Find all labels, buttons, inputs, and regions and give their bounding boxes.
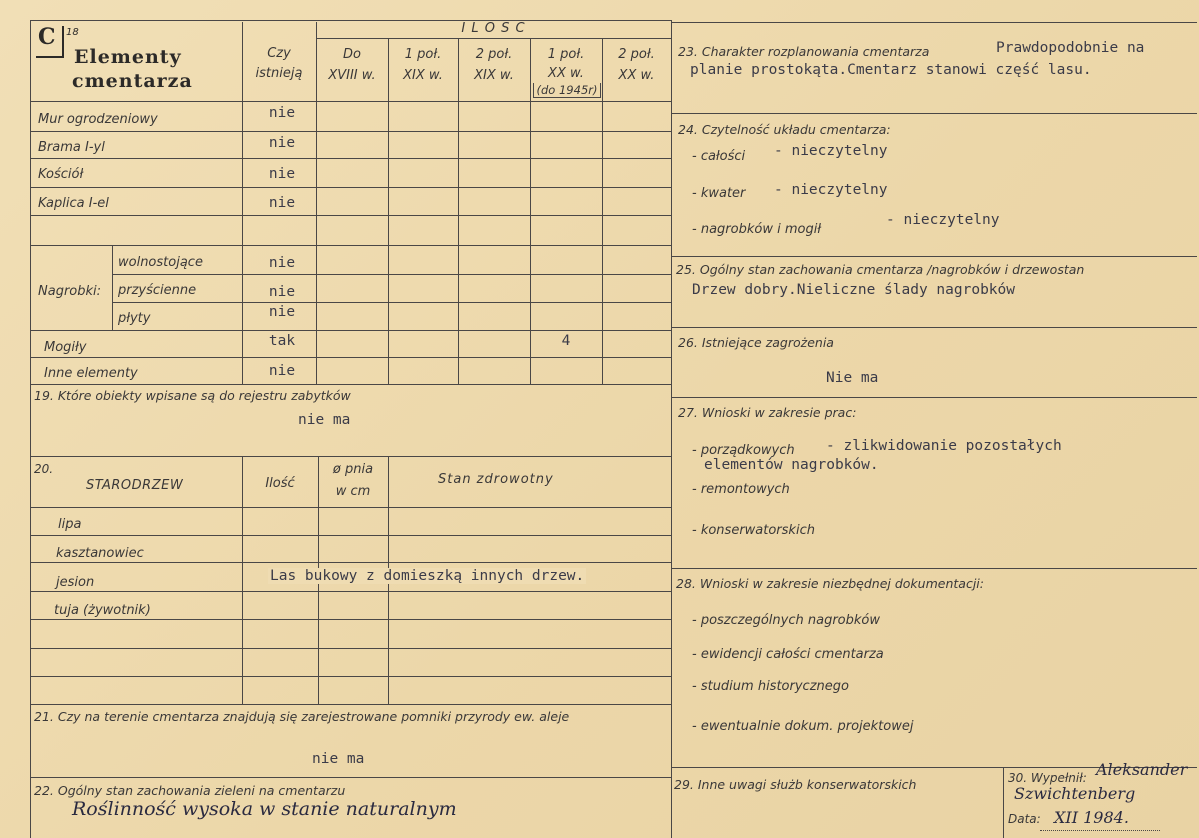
- row-kosciol-exists: nie: [268, 166, 296, 182]
- q23-answer-1: Prawdopodobnie na: [996, 40, 1145, 56]
- row-kaplica-label: Kaplica I-el: [38, 196, 109, 211]
- q24-nagrobki-label: - nagrobków i mogił: [692, 222, 822, 237]
- q20-num: 20.: [34, 462, 54, 476]
- q27-porz-line1: - zlikwidowanie pozostałych: [826, 438, 1062, 454]
- col-exists-1: Czy: [267, 46, 291, 61]
- grid-line: [112, 274, 671, 275]
- mogily-count: 4: [561, 333, 571, 349]
- elements-title-line1: Elementy: [74, 46, 182, 68]
- period-3-b: XIX w.: [474, 68, 514, 83]
- row-kaplica-exists: nie: [268, 195, 296, 211]
- nagrobki-plyty-exists: nie: [268, 304, 296, 320]
- q28-item-2: - ewidencji całości cmentarza: [692, 647, 884, 662]
- grid-line: [30, 456, 671, 457]
- row-kosciol-label: Kościół: [38, 167, 84, 182]
- grid-line: [671, 568, 1197, 569]
- section-code: C: [38, 24, 56, 50]
- mogily-exists: tak: [268, 333, 296, 349]
- grid-line: [30, 330, 671, 331]
- grid-line: [30, 187, 671, 188]
- q27-konserw: - konserwatorskich: [692, 523, 815, 538]
- nagrobki-wolno-exists: nie: [268, 255, 296, 271]
- grid-line: [671, 113, 1197, 114]
- grid-line: [671, 397, 1197, 398]
- q25-label: 25. Ogólny stan zachowania cmentarza /nagrobków i drzewostan: [676, 262, 1085, 277]
- period-4-c: (do 1945r): [533, 83, 601, 98]
- q30-date-label: Data:: [1008, 812, 1041, 826]
- grid-line: [1040, 830, 1160, 831]
- q27-remont: - remontowych: [692, 482, 790, 497]
- q24-calosci-label: - całości: [692, 149, 746, 164]
- period-1-b: XVIII w.: [328, 68, 376, 83]
- inne-label: Inne elementy: [44, 366, 138, 381]
- grid-line: [112, 302, 671, 303]
- grid-line: [30, 158, 671, 159]
- page-number: 18: [66, 27, 79, 38]
- q22-answer: Roślinność wysoka w stanie naturalnym: [72, 798, 457, 820]
- grid-line: [30, 777, 671, 778]
- q27-porz-line2: elementów nagrobków.: [704, 457, 879, 473]
- q30-label: 30. Wypełnił:: [1008, 771, 1087, 785]
- q26-label: 26. Istniejące zagrożenia: [678, 335, 834, 350]
- inne-exists: nie: [268, 363, 296, 379]
- grid-line: [671, 22, 1197, 23]
- row-brama-exists: nie: [268, 135, 296, 151]
- q28-label: 28. Wnioski w zakresie niezbędnej dokumentacji:: [676, 576, 984, 591]
- grid-line: [458, 38, 459, 384]
- nagrobki-przysc-label: przyścienne: [118, 283, 197, 298]
- q30-date-value: XII 1984.: [1054, 808, 1129, 827]
- q28-item-1: - poszczególnych nagrobków: [692, 613, 880, 628]
- period-2-a: 1 poł.: [404, 47, 442, 62]
- grid-line: [30, 245, 671, 246]
- q20-col-health: Stan zdrowotny: [438, 472, 554, 487]
- grid-line: [242, 456, 243, 704]
- q20-title: STARODRZEW: [86, 478, 184, 493]
- grid-line: [112, 245, 113, 330]
- q21-answer: nie ma: [312, 751, 365, 767]
- grid-line: [30, 676, 671, 677]
- q29-label: 29. Inne uwagi służb konserwatorskich: [674, 777, 917, 792]
- q20-note: Las bukowy z domieszką innych drzew.: [270, 568, 585, 584]
- period-5-a: 2 poł.: [618, 47, 655, 62]
- grid-line: [30, 20, 31, 838]
- elements-title-line2: cmentarza: [72, 70, 193, 92]
- q20-col-count: Ilość: [265, 476, 295, 491]
- q20-col-diam-1: ø pnia: [332, 462, 374, 477]
- grid-line: [30, 535, 671, 536]
- q28-item-4: - ewentualnie dokum. projektowej: [692, 719, 914, 734]
- grid-line: [30, 101, 671, 102]
- q27-label: 27. Wnioski w zakresie prac:: [678, 405, 857, 420]
- grid-line: [30, 562, 671, 563]
- nagrobki-label: Nagrobki:: [38, 284, 102, 299]
- grid-line: [30, 215, 671, 216]
- q24-kwater-label: - kwater: [692, 186, 746, 201]
- grid-line: [30, 619, 671, 620]
- grid-line: [671, 256, 1197, 257]
- nagrobki-wolno-label: wolnostojące: [118, 255, 203, 270]
- grid-line: [30, 591, 671, 592]
- row-brama-label: Brama I-yl: [38, 140, 105, 155]
- q24-kwater-value: - nieczytelny: [774, 182, 888, 198]
- frame-divider: [671, 20, 672, 838]
- period-1-a: Do: [343, 47, 361, 62]
- grid-line: [1003, 767, 1004, 838]
- grid-line: [30, 131, 671, 132]
- q30-name-2: Szwichtenberg: [1014, 784, 1136, 803]
- period-4-b: XX w.: [548, 66, 584, 81]
- period-5-b: XX w.: [618, 68, 655, 83]
- grid-line: [30, 648, 671, 649]
- q24-label: 24. Czytelność układu cmentarza:: [678, 122, 891, 137]
- grid-line: [30, 507, 671, 508]
- q25-answer: Drzew dobry.Nieliczne ślady nagrobków: [692, 282, 1016, 298]
- q24-nagrobki-value: - nieczytelny: [886, 212, 1000, 228]
- q28-item-3: - studium historycznego: [692, 679, 849, 694]
- grid-line: [30, 704, 671, 705]
- q26-answer: Nie ma: [826, 370, 879, 386]
- col-exists-2: istnieją: [255, 66, 303, 81]
- row-mur-exists: nie: [268, 105, 296, 121]
- period-3-a: 2 poł.: [475, 47, 513, 62]
- grid-line: [602, 38, 603, 384]
- q20-col-diam-2: w cm: [335, 484, 371, 499]
- grid-line: [671, 327, 1197, 328]
- nagrobki-przysc-exists: nie: [268, 284, 296, 300]
- grid-line: [316, 38, 671, 39]
- nagrobki-plyty-label: płyty: [118, 311, 151, 326]
- tree-tuja: tuja (żywotnik): [54, 603, 151, 618]
- q30-name-1: Aleksander: [1096, 760, 1188, 779]
- q19-answer: nie ma: [298, 412, 351, 428]
- q23-label: 23. Charakter rozplanowania cmentarza: [678, 44, 930, 59]
- q21-label: 21. Czy na terenie cmentarza znajdują się zarejestrowane pomniki przyrody ew. aleje: [34, 709, 570, 724]
- grid-line: [30, 357, 671, 358]
- grid-line: [388, 38, 389, 384]
- period-2-b: XIX w.: [403, 68, 443, 83]
- row-mur-label: Mur ogrodzeniowy: [38, 112, 158, 127]
- grid-line: [30, 384, 671, 385]
- ilosc-header: I L O S C: [461, 21, 526, 36]
- q24-calosci-value: - nieczytelny: [774, 143, 888, 159]
- q27-porz-label: - porządkowych: [692, 443, 795, 458]
- period-4-a: 1 poł.: [547, 47, 585, 62]
- q23-answer-2: planie prostokąta.Cmentarz stanowi część lasu.: [690, 62, 1092, 78]
- q19-label: 19. Które obiekty wpisane są do rejestru zabytków: [34, 388, 351, 403]
- tree-lipa: lipa: [58, 517, 82, 532]
- tree-kasztanowiec: kasztanowiec: [56, 546, 144, 561]
- tree-jesion: jesion: [56, 575, 95, 590]
- q22-label: 22. Ogólny stan zachowania zieleni na cmentarzu: [34, 783, 346, 798]
- mogily-label: Mogiły: [44, 340, 87, 355]
